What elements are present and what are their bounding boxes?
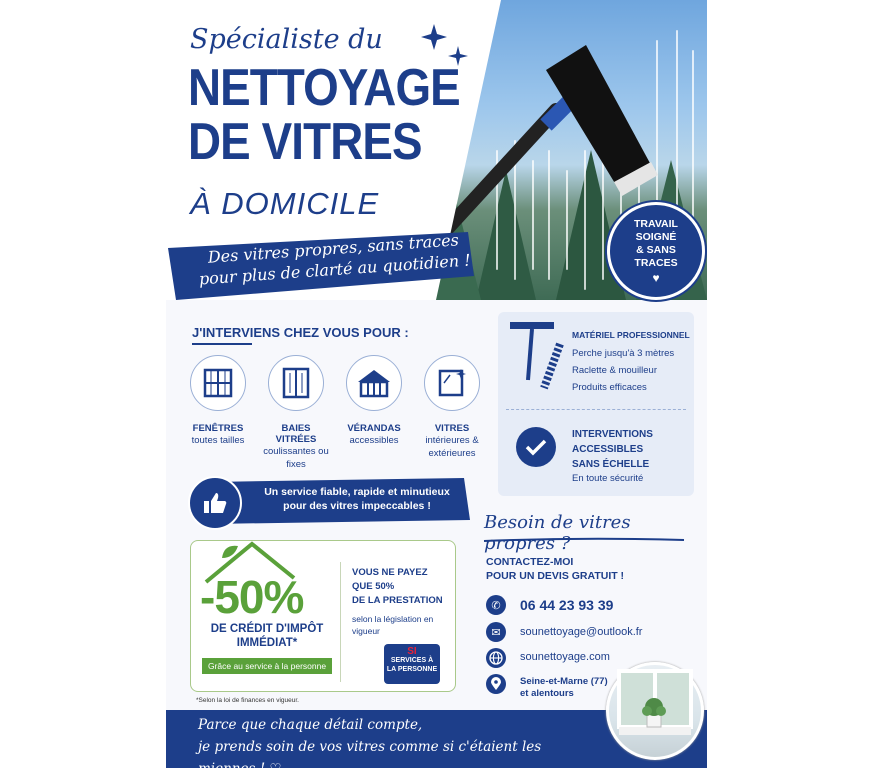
footer-text (198, 714, 598, 780)
cta-line-1: CONTACTEZ-MOI (486, 556, 574, 568)
veranda-icon (346, 355, 402, 411)
pay-text (352, 566, 448, 608)
area-line-1: Seine-et-Marne (77) (520, 676, 608, 687)
legal-text: selon la législation en vigueur (352, 614, 434, 636)
services-title: J'INTERVIENS CHEZ VOUS POUR : (192, 325, 409, 340)
service-name: FENÊTRES (192, 423, 244, 434)
access-line-1: INTERVENTIONS (572, 429, 653, 440)
divider (340, 562, 341, 682)
equipment-item: Produits efficaces (572, 382, 647, 393)
discount-percent: -50% (200, 571, 304, 623)
brush-underline (484, 537, 684, 543)
service-sub: accessibles (349, 435, 399, 446)
sap-logo-line-1: SERVICES À (390, 657, 434, 664)
sliding-door-icon (268, 355, 324, 411)
contact-cta (486, 555, 624, 583)
access-line-3: SANS ÉCHELLE (572, 459, 650, 470)
footer-line-2-text: je prends soin de vos vitres comme si c'étaient les miennes ! (198, 739, 542, 777)
credit-line-1: DE CRÉDIT D'IMPÔT (210, 623, 324, 635)
thumbs-up-icon (188, 476, 242, 530)
equipment-title: MATÉRIEL PROFESSIONNEL (572, 330, 690, 340)
footer-line-2 (198, 736, 598, 780)
footnote: *Selon la loi de finances en vigueur. (196, 697, 299, 704)
email-icon: ✉ (486, 622, 506, 642)
globe-icon (486, 648, 506, 668)
sap-logo-si: SI (407, 646, 417, 657)
heart-icon: ♥ (652, 270, 660, 285)
sap-logo-line-2: LA PERSONNE (386, 666, 438, 673)
badge-line-3: & SANS (636, 243, 676, 256)
credit-line-2: IMMÉDIAT* (236, 637, 298, 649)
checkmark-icon (516, 427, 556, 467)
access-sub: En toute sécurité (572, 473, 644, 484)
service-area (520, 676, 608, 700)
area-line-2: et alentours (520, 688, 574, 699)
flyer (166, 0, 707, 777)
service-verandas (338, 355, 410, 447)
phone-number[interactable]: 06 44 23 93 39 (520, 597, 614, 613)
service-name: VÉRANDAS (347, 423, 401, 434)
pay-line-3: DE LA PRESTATION (352, 595, 443, 606)
access-line-2: ACCESSIBLES (572, 444, 644, 455)
badge-line-2: SOIGNÉ (635, 230, 677, 243)
window-icon (190, 355, 246, 411)
access-title (572, 427, 682, 472)
email-address[interactable]: sounettoyage@outlook.fr (520, 626, 643, 638)
divider (506, 409, 686, 410)
title-underline (192, 343, 252, 345)
credit-tag: Grâce au service à la personne (202, 658, 332, 674)
equipment-item: Raclette & mouilleur (572, 365, 658, 376)
badge-line-1: TRAVAIL (634, 217, 678, 230)
equipment-item: Perche jusqu'à 3 mètres (572, 348, 675, 359)
website-link[interactable]: sounettoyage.com (520, 651, 610, 663)
pay-line-2: QUE 50% (352, 581, 395, 592)
cta-line-2: POUR UN DEVIS GRATUIT ! (486, 570, 625, 582)
pay-line-1: VOUS NE PAYEZ (352, 567, 428, 578)
service-name: BAIES VITRÉES (275, 423, 317, 445)
service-windows (182, 355, 254, 447)
service-sub: coulissantes ou fixes (263, 446, 329, 470)
glass-pane-icon (424, 355, 480, 411)
phone-icon: ✆ (486, 595, 506, 615)
service-bay-windows (260, 355, 332, 471)
service-glass (416, 355, 488, 460)
service-sub: intérieures & extérieures (425, 435, 479, 459)
window-plant-photo (606, 662, 704, 760)
badge-line-4: TRACES (634, 256, 678, 269)
squeegee-tools-icon (510, 320, 566, 394)
reliable-text: Un service fiable, rapide et minutieux pour des vitres impeccables ! (264, 486, 450, 512)
title-line-1: NETTOYAGE (188, 59, 460, 117)
title-line-2: DE VITRES (188, 113, 422, 171)
location-pin-icon (486, 674, 506, 694)
service-name: VITRES (434, 423, 470, 434)
service-sub: toutes tailles (191, 435, 245, 446)
title-script: Spécialiste du (190, 24, 383, 55)
quality-badge (607, 202, 705, 300)
footer-line-1: Parce que chaque détail compte, (198, 717, 423, 733)
tagline-text: Des vitres propres, sans traces pour plus de clarté au quotidien ! (198, 230, 472, 289)
title-line-3: À DOMICILE (190, 186, 380, 221)
credit-label (202, 622, 332, 650)
contact-question: Besoin de vitres propres ? (484, 512, 631, 554)
services-a-la-personne-logo (384, 644, 440, 684)
heart-outline-icon: ♡ (269, 761, 282, 777)
